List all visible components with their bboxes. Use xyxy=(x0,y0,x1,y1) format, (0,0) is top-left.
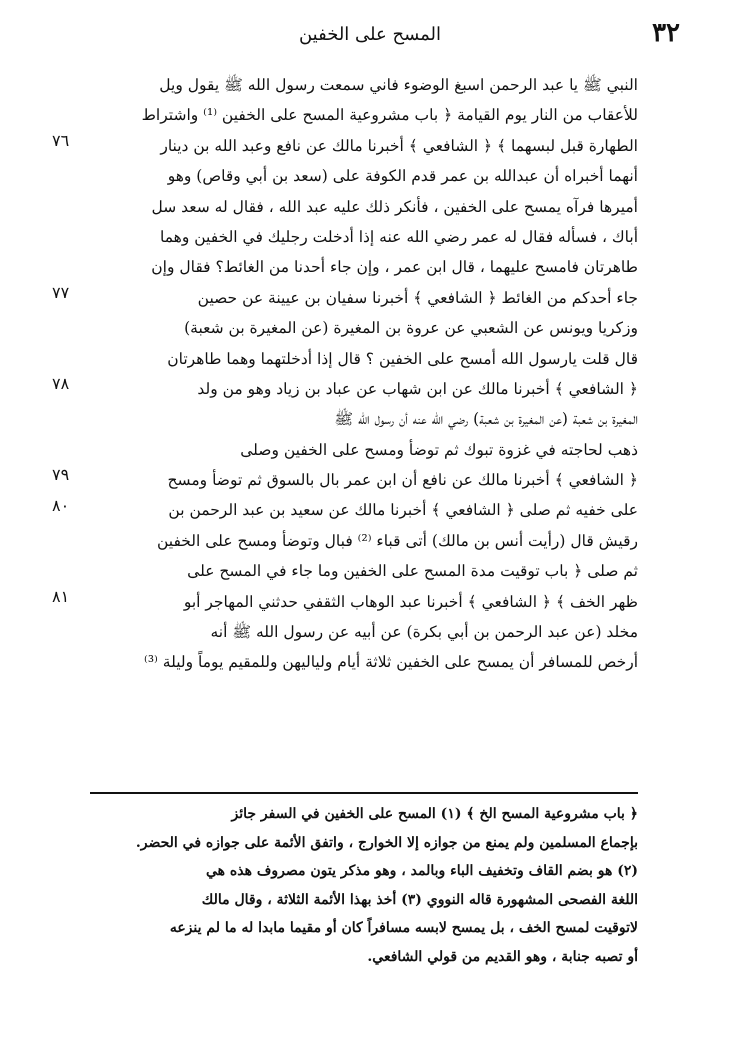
text-line-content: النبي ﷺ يا عبد الرحمن اسبغ الوضوء فاني سمعت رسول الله ﷺ يقول ويل xyxy=(159,76,638,94)
hadith-number: ٨١ xyxy=(52,586,70,606)
text-line xyxy=(88,495,638,525)
hadith-number: ٧٧ xyxy=(52,282,70,302)
text-line-content: ﴿ الشافعي ﴾ أخبرنا مالك عن ابن شهاب عن عباد بن زياد وهو من ولد xyxy=(197,379,638,398)
text-line-content: الطهارة قبل لبسهما ﴾ ﴿ الشافعي ﴾ أخبرنا مالك عن نافع وعبد الله بن دينار xyxy=(160,136,638,155)
text-line-content: قال قلت يارسول الله أمسح على الخفين ؟ قال إذا أدخلتهما وهما طاهرتان xyxy=(167,349,638,368)
text-line xyxy=(88,192,638,222)
footnote-line: بإجماع المسلمين ولم يمنع من جوازه إلا الخوارج ، واتفق الأئمة على جوازه في الحضر. xyxy=(135,834,638,851)
text-line-content: أميرها فرآه يمسح على الخفين ، فأنكر ذلك عليه عبد الله ، فقال له سعد سل xyxy=(151,197,638,216)
page-header xyxy=(60,18,680,58)
text-line xyxy=(88,344,638,374)
text-line xyxy=(88,283,638,313)
footnote-line: لاتوقيت لمسح الخف ، بل يمسح لابسه مسافراً كان أو مقيما مابدا له ما لم ينزعه xyxy=(169,920,638,936)
text-line-content: طاهرتان فامسح عليهما ، قال ابن عمر ، وإن جاء أحدنا من الغائط؟ فقال وإن xyxy=(151,258,638,277)
text-line-content: على خفيه ثم صلى ﴿ الشافعي ﴾ أخبرنا مالك عن سعيد بن عبد الرحمن بن xyxy=(168,501,638,520)
text-line-content: رقيش قال (رأيت أنس بن مالك) أتى قباء ⁽²⁾ فبال وتوضأ ومسح على الخفين xyxy=(156,531,638,550)
text-line-content: للأعقاب من النار يوم القيامة ﴿ باب مشروعية المسح على الخفين ⁽¹⁾ واشتراط xyxy=(141,106,638,125)
text-line xyxy=(88,252,638,282)
text-line xyxy=(88,526,638,556)
footnote-divider xyxy=(90,792,638,794)
text-line xyxy=(88,647,638,677)
text-line-content: أنهما أخبراه أن عبدالله بن عمر قدم الكوفة على (سعد بن أبي وقاص) وهو xyxy=(167,167,638,186)
hadith-number: ٨٠ xyxy=(52,495,70,515)
footnotes xyxy=(90,800,638,971)
main-text xyxy=(88,70,638,678)
hadith-number: ٧٨ xyxy=(52,374,70,393)
text-line-content: وزكريا ويونس عن الشعبي عن عروة بن المغيرة (عن المغيرة بن شعبة) xyxy=(184,319,638,338)
text-line xyxy=(88,313,638,343)
text-line xyxy=(88,404,638,434)
text-line-content: أرخص للمسافر أن يمسح على الخفين ثلاثة أيام ولياليهن وللمقيم يوماً وليلة ⁽³⁾ xyxy=(144,653,638,672)
text-line xyxy=(88,161,638,191)
text-line xyxy=(88,556,638,586)
footnote-line: ﴿ باب مشروعية المسح الخ ﴾ (١) المسح على الخفين في السفر جائز xyxy=(231,806,638,822)
hadith-number: ٧٦ xyxy=(52,130,70,150)
text-line xyxy=(88,617,638,647)
text-line-content: ثم صلى ﴿ باب توقيت مدة المسح على الخفين وما جاء في المسح على xyxy=(187,562,638,581)
text-line xyxy=(88,587,638,617)
text-line-content: المغيرة بن شعبة (عن المغيرة بن شعبة) رضي الله عنه أن رسول الله ﷺ xyxy=(334,410,638,429)
text-line-content: أباك ، فسأله فقال له عمر رضي الله عنه إذا أدخلت رجليك في الخفين وهما xyxy=(159,227,638,246)
hadith-number: ٧٩ xyxy=(52,465,70,485)
text-line xyxy=(88,435,638,465)
text-line-content: مخلد (عن عبد الرحمن بن أبي بكرة) عن أبيه عن رسول الله ﷺ أنه xyxy=(210,623,638,642)
text-line xyxy=(88,465,638,495)
text-line xyxy=(88,374,638,404)
running-title: المسح على الخفين xyxy=(298,24,442,45)
text-line xyxy=(88,70,638,100)
text-line xyxy=(88,222,638,252)
text-line-content: ظهر الخف ﴾ ﴿ الشافعي ﴾ أخبرنا عبد الوهاب الثقفي حدثني المهاجر أبو xyxy=(183,592,638,611)
text-line xyxy=(88,131,638,161)
footnote-line: أو تصبه جنابة ، وهو القديم من قولي الشافعي. xyxy=(367,948,638,965)
text-line-content: ذهب لحاجته في غزوة تبوك ثم توضأ ومسح على الخفين وصلى xyxy=(240,440,638,459)
footnote-line: (٢) هو بضم القاف وتخفيف الباء وبالمد ، وهو مذكر يتون مصروف هذه هي xyxy=(205,863,638,879)
page-number: ٣٢ xyxy=(652,18,680,48)
text-line-content: جاء أحدكم من الغائط ﴿ الشافعي ﴾ أخبرنا سفيان بن عيينة عن حصين xyxy=(197,288,638,307)
text-line xyxy=(88,100,638,130)
footnote-line: اللغة الفصحى المشهورة قاله النووي (٣) أخذ بهذا الأئمة الثلاثة ، وقال مالك xyxy=(201,891,638,908)
text-line-content: ﴿ الشافعي ﴾ أخبرنا مالك عن نافع أن ابن عمر بال بالسوق ثم توضأ ومسح xyxy=(167,471,638,490)
